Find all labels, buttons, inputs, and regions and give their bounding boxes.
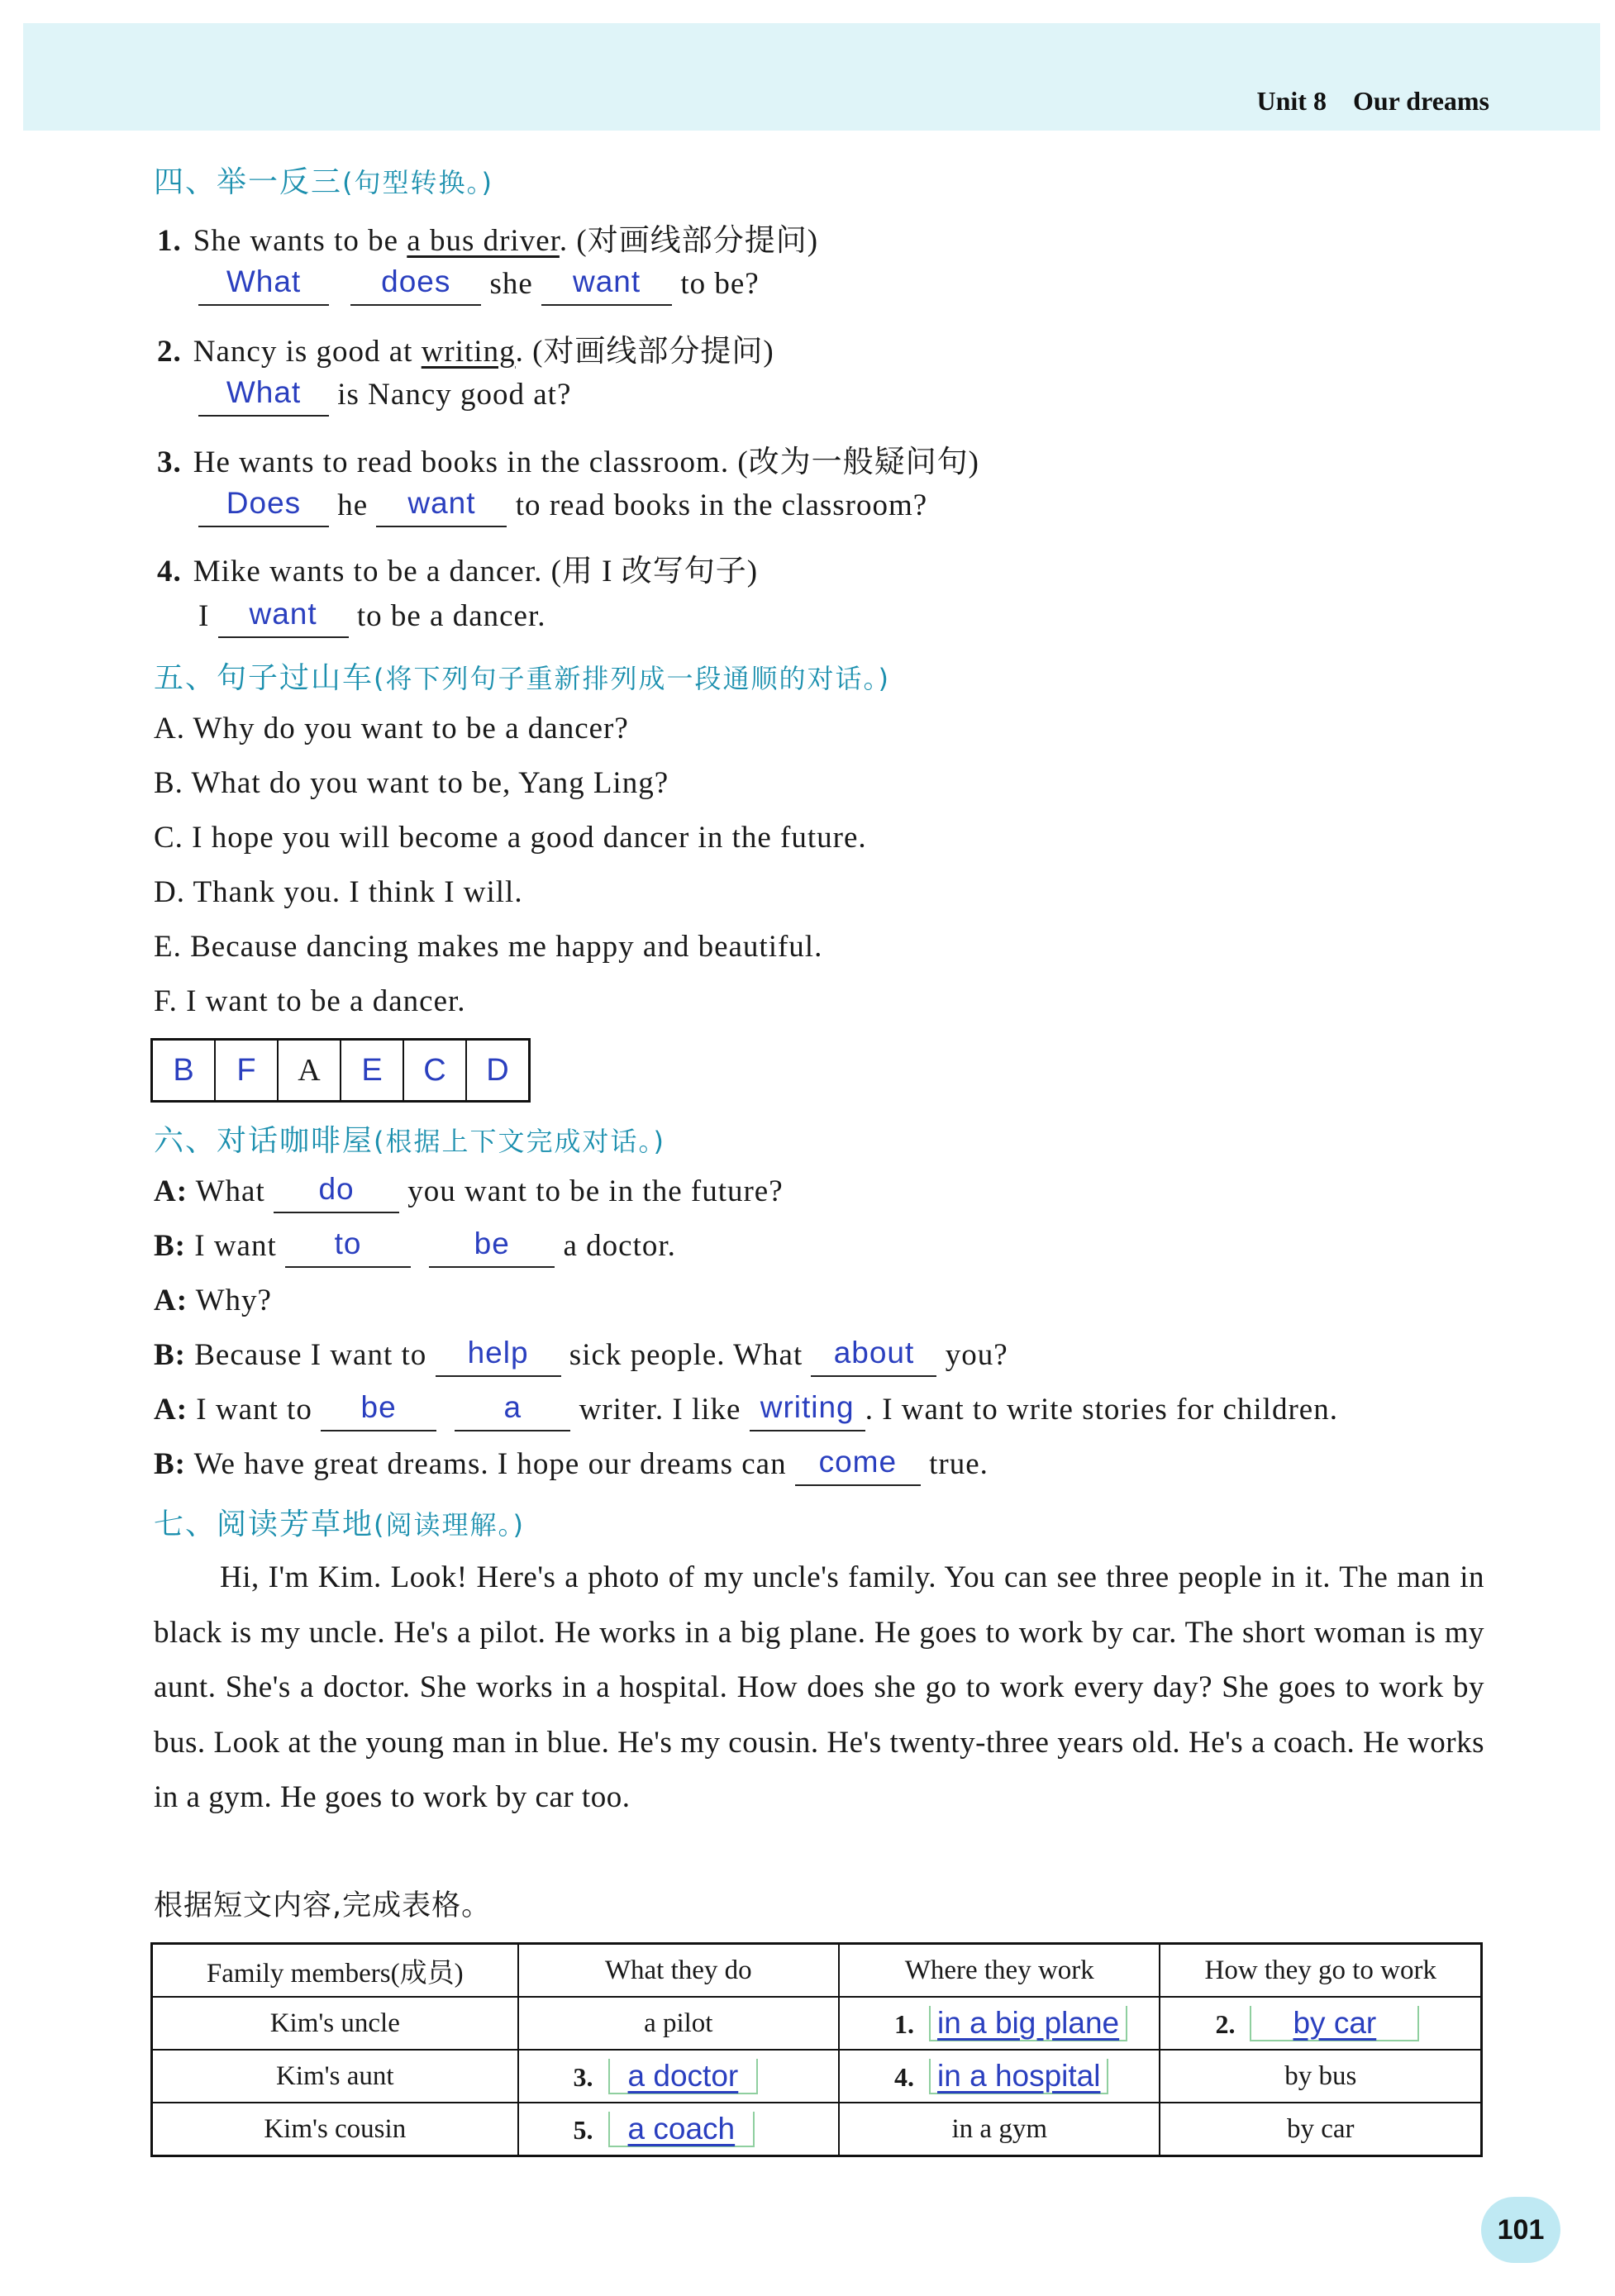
table-cell: 4. in a hospital [839,2050,1160,2103]
table-header: What they do [518,1944,839,1998]
table-header: Family members(成员) [152,1944,518,1998]
table-cell: 2. by car [1160,1997,1481,2050]
answer-blank: a doctor [608,2059,759,2094]
order-answer-box [150,1038,531,1103]
q4-2-prompt: 2. Nancy is good at writing. (对画线部分提问) [157,335,774,369]
q4-2-answer: What is Nancy good at? [198,377,571,418]
q4-3-prompt: 3. He wants to read books in the classroom. (改为一般疑问句) [157,445,979,479]
table-header: How they go to work [1160,1944,1481,1998]
table-cell: 1. in a big plane [839,1997,1160,2050]
answer-blank: about [811,1337,936,1377]
q4-4-answer: I want to be a dancer. [198,598,546,640]
table-cell: by bus [1160,2050,1481,2103]
order-cell: B [153,1041,216,1100]
answer-blank: does [350,266,481,306]
s5-item-c: C. I hope you will become a good dancer in the future. [154,821,867,855]
answer-blank: want [218,598,349,638]
section-4-title: 四、举一反三(句型转换。) [154,165,493,199]
table-row [152,1997,1482,2050]
section-5-title: 五、句子过山车(将下列句子重新排列成一段通顺的对话。) [154,661,890,695]
dialog-line-5: A: I want to be a writer. I like writing . I want to write stories for children. [154,1392,1338,1433]
answer-blank: What [198,377,329,417]
table-cell: Kim's uncle [152,1997,518,2050]
answer-blank: be [321,1392,436,1431]
reading-table [150,1942,1483,2157]
section-6-title: 六、对话咖啡屋(根据上下文完成对话。) [154,1124,665,1158]
dialog-line-3: A: Why? [154,1284,272,1317]
table-header: Where they work [839,1944,1160,1998]
answer-blank: by car [1250,2006,1419,2041]
answer-blank: in a hospital [929,2059,1108,2094]
answer-blank: come [795,1446,921,1486]
table-cell: by car [1160,2103,1481,2156]
s5-item-b: B. What do you want to be, Yang Ling? [154,766,669,800]
answer-blank: help [436,1337,561,1377]
answer-blank: a coach [608,2112,755,2147]
answer-blank: What [198,266,329,306]
page-number: 101 [1481,2197,1560,2263]
table-cell: Kim's cousin [152,2103,518,2156]
table-header-row [152,1944,1482,1998]
table-cell: 3. a doctor [518,2050,839,2103]
dialog-line-2: B: I want to be a doctor. [154,1228,676,1269]
table-instruction: 根据短文内容,完成表格。 [154,1889,492,1922]
answer-blank: Does [198,488,329,527]
order-cell: A [279,1041,341,1100]
order-cell: F [216,1041,279,1100]
section-7-title: 七、阅读芳草地(阅读理解。) [154,1508,525,1541]
q4-1-answer: What does she want to be? [198,266,760,307]
s5-item-e: E. Because dancing makes me happy and beautiful. [154,930,823,964]
s5-item-a: A. Why do you want to be a dancer? [154,712,629,745]
table-cell: in a gym [839,2103,1160,2156]
dialog-line-4: B: Because I want to help sick people. What about you? [154,1337,1008,1379]
dialog-line-6: B: We have great dreams. I hope our dreams can come true. [154,1446,989,1488]
s5-item-d: D. Thank you. I think I will. [154,875,523,909]
table-cell: a pilot [518,1997,839,2050]
order-cell: D [486,1052,509,1088]
answer-blank: to [285,1228,411,1268]
answer-blank: want [541,266,672,306]
table-cell: 5. a coach [518,2103,839,2156]
answer-blank: a [455,1392,570,1431]
table-cell: Kim's aunt [152,2050,518,2103]
answer-blank: be [429,1228,555,1268]
q4-1-prompt: 1. She wants to be a bus driver. (对画线部分提问) [157,224,819,258]
dialog-line-1: A: What do you want to be in the future? [154,1174,784,1215]
answer-blank: want [376,488,507,527]
q4-4-prompt: 4. Mike wants to be a dancer. (用 I 改写句子) [157,555,759,588]
order-cell: C [404,1041,467,1100]
s5-item-f: F. I want to be a dancer. [154,984,466,1018]
q4-3-answer: Does he want to read books in the classroom? [198,488,927,529]
answer-blank: writing [750,1392,865,1431]
order-cell: E [341,1041,404,1100]
answer-blank: do [274,1174,399,1213]
table-row [152,2103,1482,2156]
reading-passage: Hi, I'm Kim. Look! Here's a photo of my uncle's family. You can see three people in it. The man in black is my uncle. He's a pilot. He works in a big plane. He goes to work by car. The short woman is my aunt. She's a doctor. She works in a hospital. How does she go to work every day? She goes to work by bus. Look at the young man in blue. He's my cousin. He's twenty-three years old. He's a coach. He works in a gym. He goes to work by car too. [154,1560,1484,1814]
unit-title: Unit 8 Our dreams [1256,86,1489,116]
answer-blank: in a big plane [929,2006,1127,2041]
table-row [152,2050,1482,2103]
